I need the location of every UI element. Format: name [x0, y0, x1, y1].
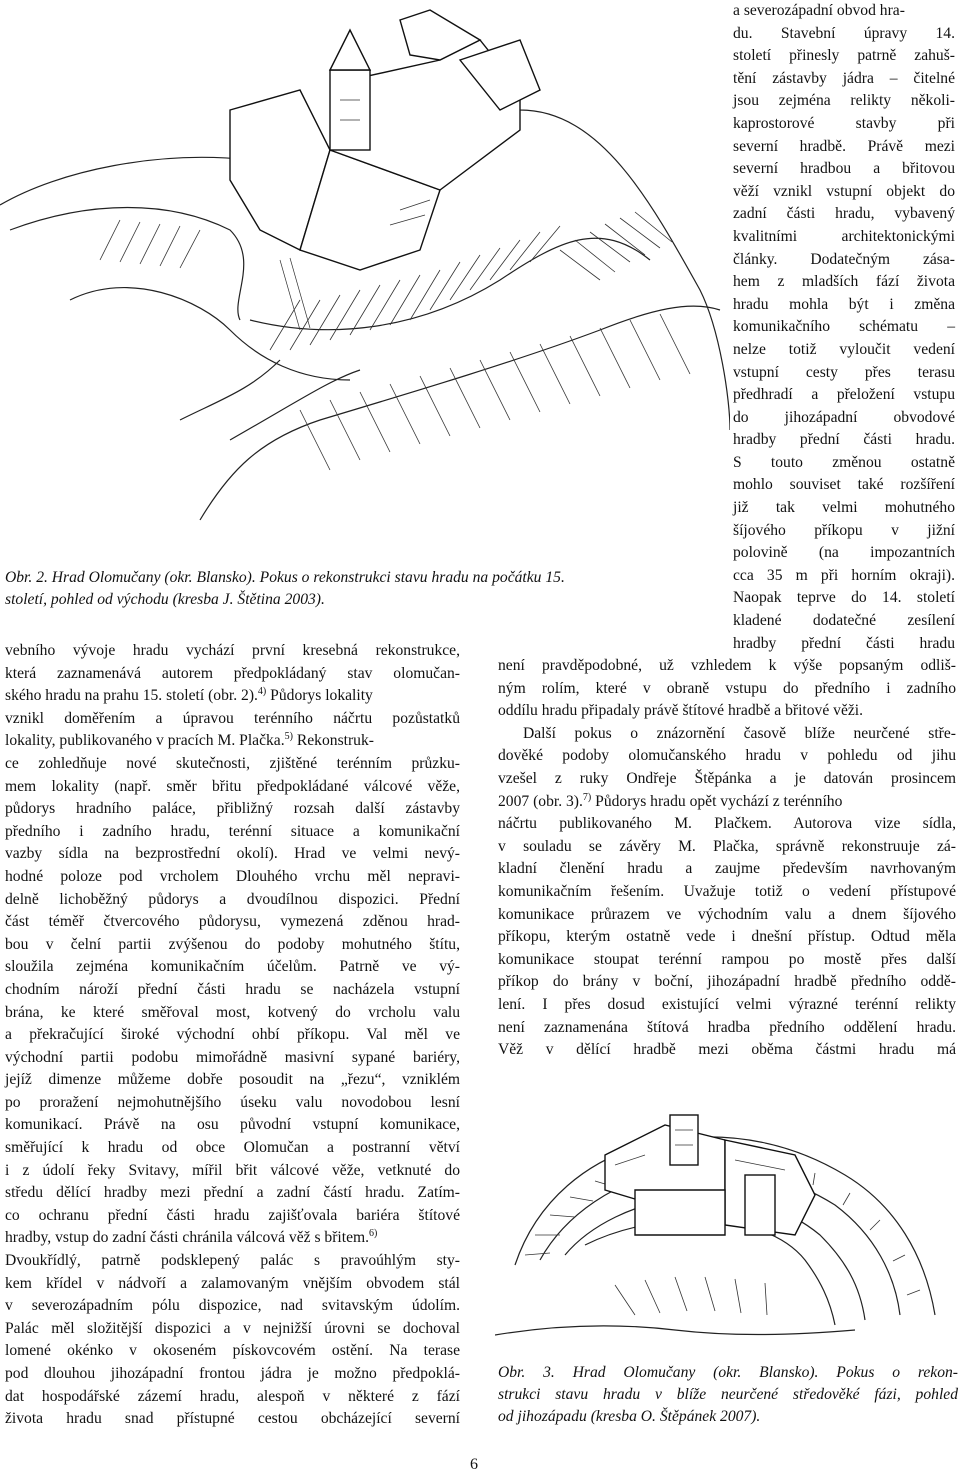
text-line: dověké podoby olomučanského hradu v pohledu od jihu: [498, 747, 956, 765]
text-line: [5, 1227, 460, 1250]
figure-3-castle-drawing: [495, 1085, 955, 1350]
text-fragment: Půdorys hradu opět vychází z terénního: [595, 792, 843, 810]
text-line: mohlo souviset také rozšíření: [733, 476, 955, 494]
caption-line: Obr. 3. Hrad Olomučany (okr. Blansko). Pokus o rekon-: [498, 1364, 958, 1381]
text-line: Naopak teprve do 14. století: [733, 589, 955, 607]
text-line: náčrtu publikovaného M. Plačkem. Autorova vize sídla,: [498, 815, 956, 833]
text-line: [5, 730, 460, 753]
text-line: lomené okénko v okoseném pískovcovém ostění. Na terase: [5, 1342, 460, 1360]
text-line: cca 35 m při horním okraji).: [733, 566, 955, 584]
text-line: ce zohledňuje nové skutečnosti, zjištěné terénním průzku-: [5, 754, 460, 772]
text-line: co ochranu přední části hradu zajišťovala bariéra štítové: [5, 1206, 460, 1224]
text-fragment: 2007 (obr. 3).: [498, 792, 583, 810]
text-line: vznikl doměřením a úpravou terénního náčrtu pozůstatků: [5, 709, 460, 727]
text-line: ným rolím, které v obraně vstupu do předního i zadního: [498, 679, 956, 697]
text-line: Další pokus o znázornění časově blíže neurčené stře-: [523, 724, 956, 742]
footnote-6: 6): [369, 1228, 378, 1240]
text-line: lení. I přes dosud existující velmi výrazné terénní relikty: [498, 995, 956, 1013]
right-column-middle-text: [498, 655, 956, 1062]
text-line: příkopu, kterým ostatně vede i dnešní přístup. Odtud měla: [498, 928, 956, 946]
text-fragment: hradby, vstup do zadní části chránila válcová věž s břitem.: [5, 1229, 370, 1247]
text-line: směřující k hradu od obce Olomučan a postranní větví: [5, 1139, 460, 1157]
text-line: nelze totiž vyloučit vedení: [733, 340, 955, 358]
text-line: část téměř čtvercového půdorysu, vymezená zděnou hrad-: [5, 913, 460, 931]
text-line: oddílu hradu připadaly právě štítové hradbě a břitové věži.: [498, 702, 864, 720]
text-line: jsou zejména relikty několi-: [733, 92, 955, 110]
caption-line: století, pohled od východu (kresba J. Štětina 2003).: [5, 591, 325, 608]
text-line: hradby přední části hradu.: [733, 431, 955, 449]
text-line: půdorys hradního paláce, přibližný rozsah další zástavby: [5, 800, 460, 818]
text-line: století přinesly patrně zahuš-: [733, 47, 955, 65]
text-line: [498, 791, 956, 814]
figure-2-castle-drawing: [0, 0, 730, 560]
text-line: v severozápadním pólu dispozice, nad svitavským údolím.: [5, 1297, 460, 1315]
text-line: do jihozápadní obvodové: [733, 408, 955, 426]
text-line: která zaznamenává autorem předpokládaný stav olomučan-: [5, 664, 460, 682]
text-line: komunikace průrazem ve východním valu a dnem šíjového: [498, 905, 956, 923]
text-line: Palác měl složitější dispozici a v nejnižší úrovni se dochoval: [5, 1319, 460, 1337]
text-line: články. Dodatečným zása-: [733, 250, 955, 268]
page-number: 6: [470, 1456, 478, 1473]
text-fragment: lokality, publikovaného v pracích M. Plačka.: [5, 732, 285, 750]
text-line: již tak velmi mohutného: [733, 499, 955, 517]
text-line: příkop do brány v boční, jihozápadní hradbě předního oddě-: [498, 973, 956, 991]
text-line: zadní části hradu, vybavený: [733, 205, 955, 223]
text-line: tění zástavby jádra – čitelné: [733, 69, 955, 87]
text-line: brána, ke které směřoval most, kotvený do vrcholu valu: [5, 1003, 460, 1021]
text-line: vazby sídla na bezprostřední okolí). Hrad ve velmi nevý-: [5, 845, 460, 863]
text-line: vstupní cesty přes terasu: [733, 363, 955, 381]
text-line: vebního vývoje hradu vychází první kresebná rekonstrukce,: [5, 642, 460, 659]
text-line: kaprostorové stavby při: [733, 114, 955, 132]
text-line: života hradu snad přístupné cestou obcházející severní: [5, 1410, 460, 1428]
text-line: polovině (na impozantních: [733, 544, 955, 562]
text-line: komunikačního schématu –: [733, 318, 955, 336]
caption-line: Obr. 2. Hrad Olomučany (okr. Blansko). Pokus o rekonstrukci stavu hradu na počátku 15.: [5, 569, 565, 586]
text-line: chodním nároží přední části hradu se nacházela vstupní: [5, 980, 460, 998]
text-line: vzešel z ruky Ondřeje Štěpánka a je datován prosincem: [498, 769, 956, 787]
text-line: dat hospodářské zázemí hradu, alespoň v některé z fází: [5, 1387, 460, 1405]
text-line: sloužila zejména komunikačním účelům. Patrně ve vý-: [5, 958, 460, 976]
text-line: a severozápadní obvod hra-: [733, 2, 905, 19]
text-line: S touto změnou ostatně: [733, 453, 955, 471]
text-line: severní hradbě. Právě mezi: [733, 137, 955, 155]
text-line: komunikačním řešením. Uvažuje totiž o vedení přístupové: [498, 882, 956, 900]
text-line: předhradí a přeložení vstupu: [733, 386, 955, 404]
text-line: středu dělící hradby mezi přední a zadní částí hradu. Zatím-: [5, 1184, 460, 1202]
text-line: hradu mohla být i změna: [733, 295, 955, 313]
text-line: bou v čelní partii zvýšenou do podoby mohutného štítu,: [5, 935, 460, 953]
text-line: není zaznamenána štítová hradba předního oddělení hradu.: [498, 1018, 956, 1036]
text-fragment: Rekonstruk-: [296, 732, 374, 750]
text-line: [5, 685, 460, 708]
text-line: pod dlouhou jihozápadní frontou jádra je možno předpoklá-: [5, 1365, 460, 1382]
text-line: i z údolí řeky Svitavy, mířil břit válcové věže, vetknuté do: [5, 1161, 460, 1179]
footnote-4: 4): [257, 686, 267, 697]
text-line: kladní členění hradu a zaujme především navrhovaným: [498, 860, 956, 878]
text-line: předního i zadního hradu, terénní situace a komunikační: [5, 822, 460, 840]
text-fragment: ského hradu na prahu 15. století (obr. 2).: [5, 687, 258, 705]
text-line: hodné poloze pod vrcholem Dlouhého vrchu měl nepravi-: [5, 867, 460, 885]
caption-line: strukci stavu hradu v blíže neurčené středověké fázi, pohled: [498, 1386, 958, 1403]
caption-line: od jihozápadu (kresba O. Štěpánek 2007).: [498, 1408, 761, 1425]
text-line: kem křídel v nádvoří a zalamovaným vnějším obvodem stál: [5, 1274, 460, 1292]
text-line: Věž v dělící hradbě mezi oběma částmi hradu má: [498, 1041, 956, 1059]
figure-2-caption: [5, 567, 725, 611]
text-line: du. Stavební úpravy 14.: [733, 24, 955, 42]
text-line: severní hradbou a břitovou: [733, 160, 955, 178]
text-line: šíjového příkopu v jižní: [733, 521, 955, 539]
text-line: a překračující široké východní ohbí příkopu. Val měl ve: [5, 1026, 460, 1044]
text-fragment: Půdorys lokality: [270, 687, 373, 705]
text-line: kvalitními architektonickými: [733, 227, 955, 245]
text-line: věží vznikl vstupní objekt do: [733, 182, 955, 200]
text-line: jejíž dimenze můžeme dobře posoudit na „řezu“, vzniklém: [5, 1071, 460, 1089]
text-line: hem z mladších fází života: [733, 273, 955, 291]
text-line: východní partii podobu mimořádně masivní sypané bariéry,: [5, 1048, 460, 1066]
text-line: po proražení nejmohutnějšího úseku valu novodobou lesní: [5, 1093, 460, 1111]
text-line: komunikace stoupat terénní rampou po mostě přes další: [498, 950, 956, 968]
footnote-7: 7): [582, 791, 592, 803]
text-line: hradby přední části hradu: [733, 634, 955, 652]
text-line: mem lokality (např. směr břitu předpokládané válcové věže,: [5, 777, 460, 795]
text-line: v souladu se závěry M. Plačka, správně rekonstruuje zá-: [498, 837, 956, 855]
footnote-5: 5): [284, 731, 293, 743]
text-line: delně lichoběžný půdorys a dvoudílnou dispozici. Přední: [5, 890, 460, 908]
figure-3-caption: [498, 1362, 958, 1428]
text-line: není pravděpodobné, už vzhledem k výše popsaným odliš-: [498, 657, 956, 674]
text-line: komunikací. Právě na osu původní vstupní komunikace,: [5, 1116, 460, 1134]
right-column-top-text: [733, 0, 955, 655]
left-column-text: [5, 640, 460, 1431]
text-line: Dvoukřídlý, patrně podsklepený palác s pravoúhlým sty-: [5, 1252, 460, 1270]
text-line: kladené dodatečné zesílení: [733, 612, 955, 630]
